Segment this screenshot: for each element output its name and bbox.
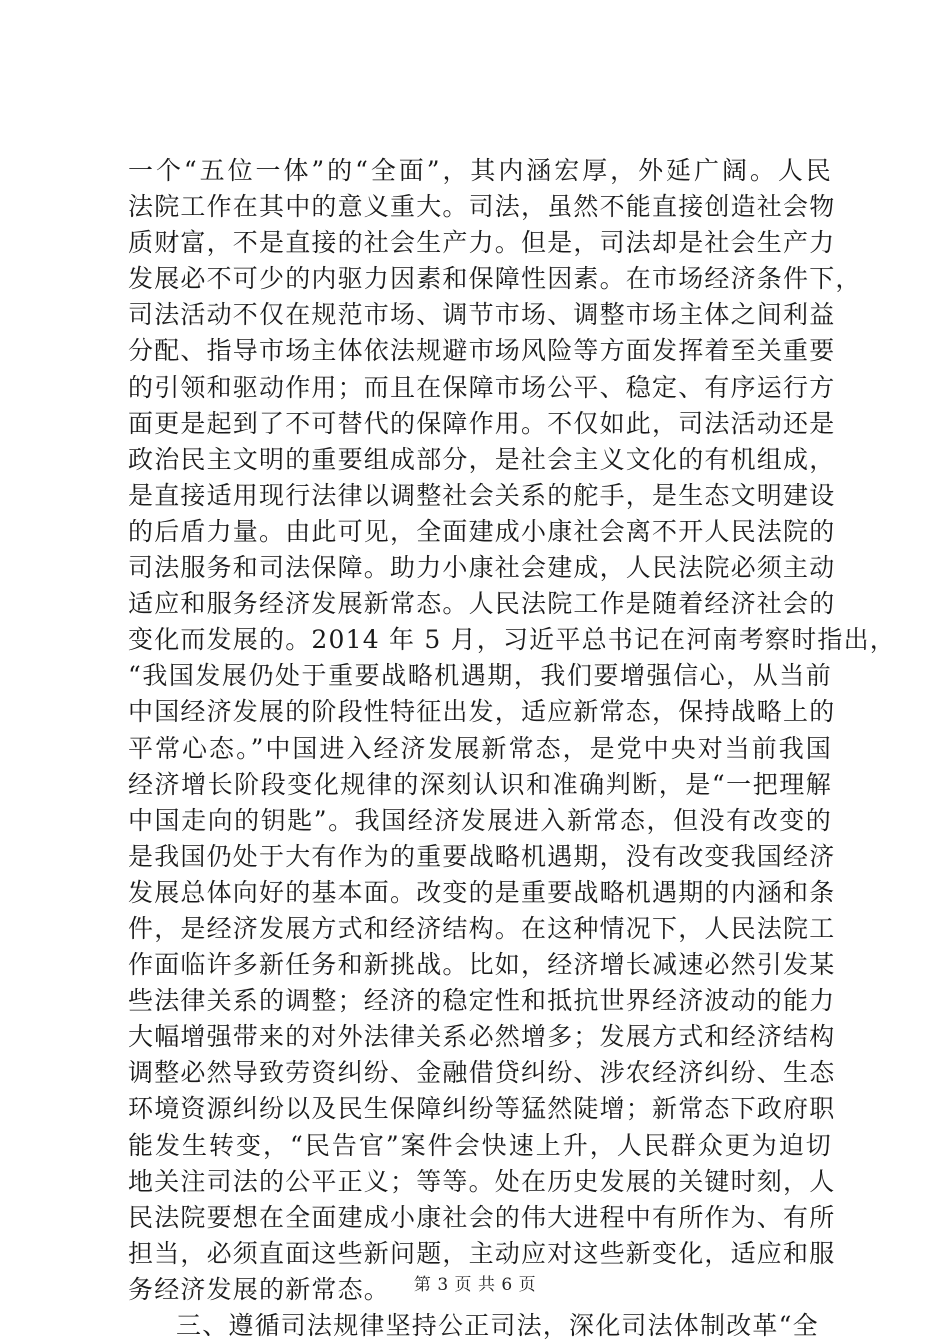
page-number-footer: 第 3 页 共 6 页 <box>413 1275 537 1295</box>
section-heading-line: 三、遵循司法规律坚持公正司法，深化司法体制改革“全 <box>176 1311 819 1340</box>
text-line: 的后盾力量。由此可见，全面建成小康社会离不开人民法院的 <box>128 516 836 546</box>
paragraph <box>128 153 896 1308</box>
text-line: 发展必不可少的内驱力因素和保障性因素。在市场经济条件下， <box>128 264 862 294</box>
text-line: 地关注司法的公平正义；等等。处在历史发展的关键时刻，人 <box>128 1166 836 1196</box>
text-line: 件，是经济发展方式和经济结构。在这种情况下，人民法院工 <box>128 913 836 943</box>
text-line: 面更是起到了不可替代的保障作用。不仅如此，司法活动还是 <box>128 408 836 438</box>
text-line: 些法律关系的调整；经济的稳定性和抵抗世界经济波动的能力 <box>128 986 836 1016</box>
text-line: 调整必然导致劳资纠纷、金融借贷纠纷、涉农经济纠纷、生态 <box>128 1058 836 1088</box>
text-line: 大幅增强带来的对外法律关系必然增多；发展方式和经济结构 <box>128 1022 836 1052</box>
text-line: 担当，必须直面这些新问题，主动应对这些新变化，适应和服 <box>128 1238 836 1268</box>
text-line: 平常心态。”中国进入经济发展新常态，是党中央对当前我国 <box>128 733 832 763</box>
text-line: 法院工作在其中的意义重大。司法，虽然不能直接创造社会物 <box>128 192 836 222</box>
text-line: 一个“五位一体”的“全面”，其内涵宏厚，外延广阔。人民 <box>128 156 832 185</box>
document-body <box>128 153 896 1344</box>
text-line: 变化而发展的。2014 年 5 月，习近平总书记在河南考察时指出， <box>128 625 896 655</box>
text-line: 务经济发展的新常态。 <box>128 1274 391 1304</box>
text-line: “我国发展仍处于重要战略机遇期，我们要增强信心，从当前 <box>128 661 832 691</box>
text-line: 是直接适用现行法律以调整社会关系的舵手，是生态文明建设 <box>128 480 836 510</box>
text-line: 中国走向的钥匙”。我国经济发展进入新常态，但没有改变的 <box>128 805 832 835</box>
text-line: 的引领和驱动作用；而且在保障市场公平、稳定、有序运行方 <box>128 372 836 402</box>
text-line: 发展总体向好的基本面。改变的是重要战略机遇期的内涵和条 <box>128 877 836 907</box>
text-line: 适应和服务经济发展新常态。人民法院工作是随着经济社会的 <box>128 589 836 619</box>
text-line: 中国经济发展的阶段性特征出发，适应新常态，保持战略上的 <box>128 697 836 727</box>
text-line: 政治民主文明的重要组成部分，是社会主义文化的有机组成， <box>128 444 836 474</box>
text-line: 是我国仍处于大有作为的重要战略机遇期，没有改变我国经济 <box>128 841 836 871</box>
text-line: 质财富，不是直接的社会生产力。但是，司法却是社会生产力 <box>128 228 836 258</box>
text-line: 环境资源纠纷以及民生保障纠纷等猛然陡增；新常态下政府职 <box>128 1094 836 1124</box>
text-line: 能发生转变，“民告官”案件会快速上升，人民群众更为迫切 <box>128 1130 832 1160</box>
text-line: 司法活动不仅在规范市场、调节市场、调整市场主体之间利益 <box>128 300 836 330</box>
text-line: 作面临许多新任务和新挑战。比如，经济增长减速必然引发某 <box>128 950 836 980</box>
text-line: 分配、指导市场主体依法规避市场风险等方面发挥着至关重要 <box>128 336 836 366</box>
text-line: 民法院要想在全面建成小康社会的伟大进程中有所作为、有所 <box>128 1202 836 1232</box>
text-line: 经济增长阶段变化规律的深刻认识和准确判断，是“一把理解 <box>128 769 832 799</box>
text-line: 司法服务和司法保障。助力小康社会建成，人民法院必须主动 <box>128 553 836 583</box>
